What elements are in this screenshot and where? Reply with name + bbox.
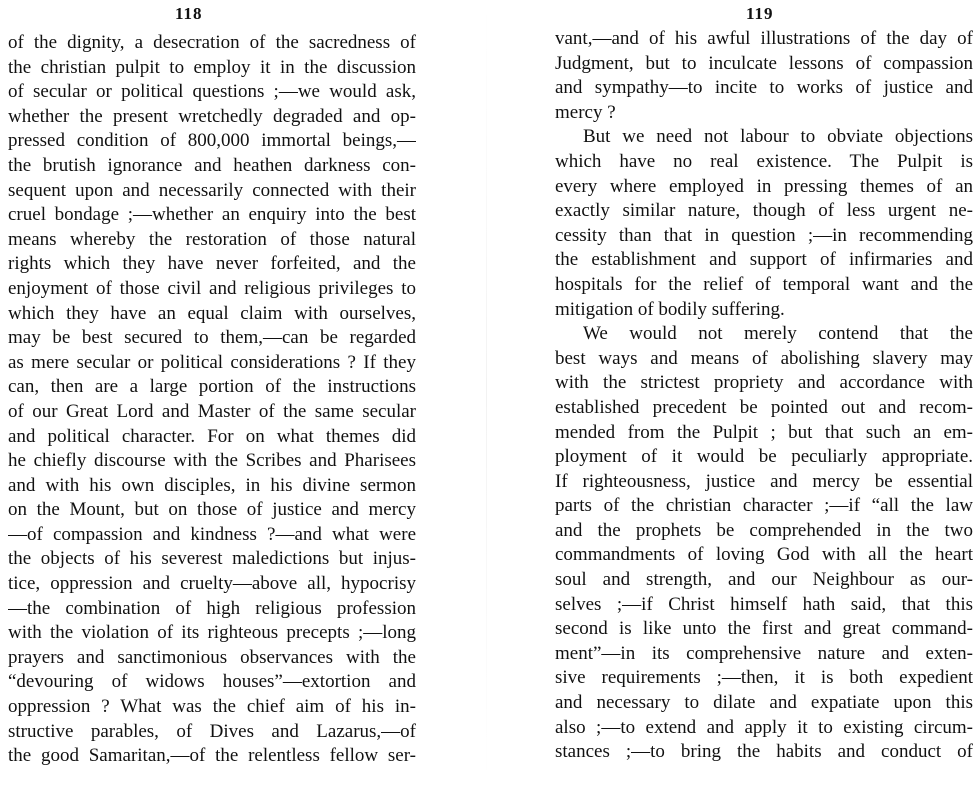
text-line: vant,—and of his awful illustrations of the day of — [555, 28, 973, 49]
text-line: can, then are a large portion of the instructions — [8, 376, 416, 398]
text-line: second is like unto the first and great command- — [555, 618, 973, 640]
text-line: every where employed in pressing themes of an — [555, 175, 973, 197]
text-line: the objects of his severest maledictions but injus- — [8, 548, 416, 570]
text-line: enjoyment of those civil and religious privileges to — [8, 277, 416, 299]
text-line: But we need not labour to obviate objections — [583, 126, 973, 148]
text-line: of secular or political questions ;—we would ask, — [8, 81, 416, 103]
text-line: —of compassion and kindness ?—and what were — [8, 523, 416, 545]
book-spine — [486, 0, 487, 785]
text-line: which have no real existence. The Pulpit is — [555, 150, 973, 172]
right-page — [553, 0, 975, 785]
text-line: on the Mount, but on those of justice and mercy — [8, 499, 416, 521]
text-line: Judgment, but to inculcate lessons of compassion — [555, 52, 973, 74]
text-line: he chiefly discourse with the Scribes and Pharisees — [8, 450, 416, 472]
text-line: —the combination of high religious profession — [8, 597, 416, 619]
text-line: commandments of loving God with all the heart — [555, 544, 973, 566]
text-line: whether the present wretchedly degraded and op- — [8, 105, 416, 127]
text-line: selves ;—if Christ himself hath said, that this — [555, 593, 973, 615]
text-line: tice, oppression and cruelty—above all, hypocrisy — [8, 573, 416, 595]
right-page-body — [555, 27, 973, 765]
left-page-body — [8, 31, 416, 769]
text-line: and the prophets be comprehended in the two — [555, 519, 973, 541]
text-line: ployment of it would be peculiarly appropriate. — [555, 446, 973, 468]
text-line: mitigation of bodily suffering. — [555, 298, 785, 320]
text-line: parts of the christian character ;—if “all the law — [555, 495, 973, 517]
text-line: pressed condition of 800,000 immortal beings,— — [8, 130, 416, 152]
text-line: the establishment and support of infirmaries and — [555, 249, 973, 271]
text-line: and with his own disciples, in his divine sermon — [8, 474, 416, 496]
text-line: mended from the Pulpit ; but that such an em- — [555, 421, 973, 443]
left-page — [0, 0, 420, 785]
text-line: best ways and means of abolishing slavery may — [555, 347, 973, 369]
page-number-right: 119 — [746, 4, 774, 23]
text-line: means whereby the restoration of those natural — [8, 228, 416, 250]
text-line: with the strictest propriety and accordance with — [555, 372, 973, 394]
text-line: with the violation of its righteous precepts ;—long — [8, 622, 416, 644]
text-line: and political character. For on what themes did — [8, 425, 416, 447]
text-line: hospitals for the relief of temporal want and the — [555, 273, 973, 295]
text-line: oppression ? What was the chief aim of his in- — [8, 696, 416, 718]
text-line: prayers and sanctimonious observances with the — [8, 646, 416, 668]
text-line: stances ;—to bring the habits and conduct of — [555, 741, 973, 763]
text-line: of the dignity, a desecration of the sacredness of — [8, 32, 416, 53]
text-line: sequent upon and necessarily connected with their — [8, 179, 416, 201]
text-line: may be best secured to them,—can be regarded — [8, 327, 416, 349]
text-line: ment”—in its comprehensive nature and exten- — [555, 642, 973, 664]
text-line: also ;—to extend and apply it to existing circum- — [555, 716, 973, 738]
text-line: established precedent be pointed out and recom- — [555, 396, 973, 418]
text-line: cessity than that in question ;—in recommending — [555, 224, 973, 246]
text-line: as mere secular or political considerations ? If they — [8, 351, 416, 373]
text-line: If righteousness, justice and mercy be essential — [555, 470, 973, 492]
page-number-left: 118 — [175, 4, 203, 23]
text-line: We would not merely contend that the — [583, 323, 973, 345]
text-line: cruel bondage ;—whether an enquiry into the best — [8, 204, 416, 226]
text-line: which they have an equal claim with ourselves, — [8, 302, 416, 324]
text-line: the christian pulpit to employ it in the discussion — [8, 56, 416, 78]
text-line: of our Great Lord and Master of the same secular — [8, 400, 416, 422]
text-line: exactly similar nature, though of less urgent ne- — [555, 200, 973, 222]
text-line: the good Samaritan,—of the relentless fellow ser- — [8, 745, 416, 767]
text-line: and necessary to dilate and expatiate upon this — [555, 692, 973, 714]
text-line: structive parables, of Dives and Lazarus,—of — [8, 720, 416, 742]
text-line: “devouring of widows houses”—extortion and — [8, 671, 416, 693]
text-line: and sympathy—to incite to works of justice and — [555, 77, 973, 99]
text-line: the brutish ignorance and heathen darkness con- — [8, 154, 416, 176]
text-line: rights which they have never forfeited, and the — [8, 253, 416, 275]
text-line: sive requirements ;—then, it is both expedient — [555, 667, 973, 689]
text-line: mercy ? — [555, 101, 616, 123]
text-line: soul and strength, and our Neighbour as our- — [555, 569, 973, 591]
